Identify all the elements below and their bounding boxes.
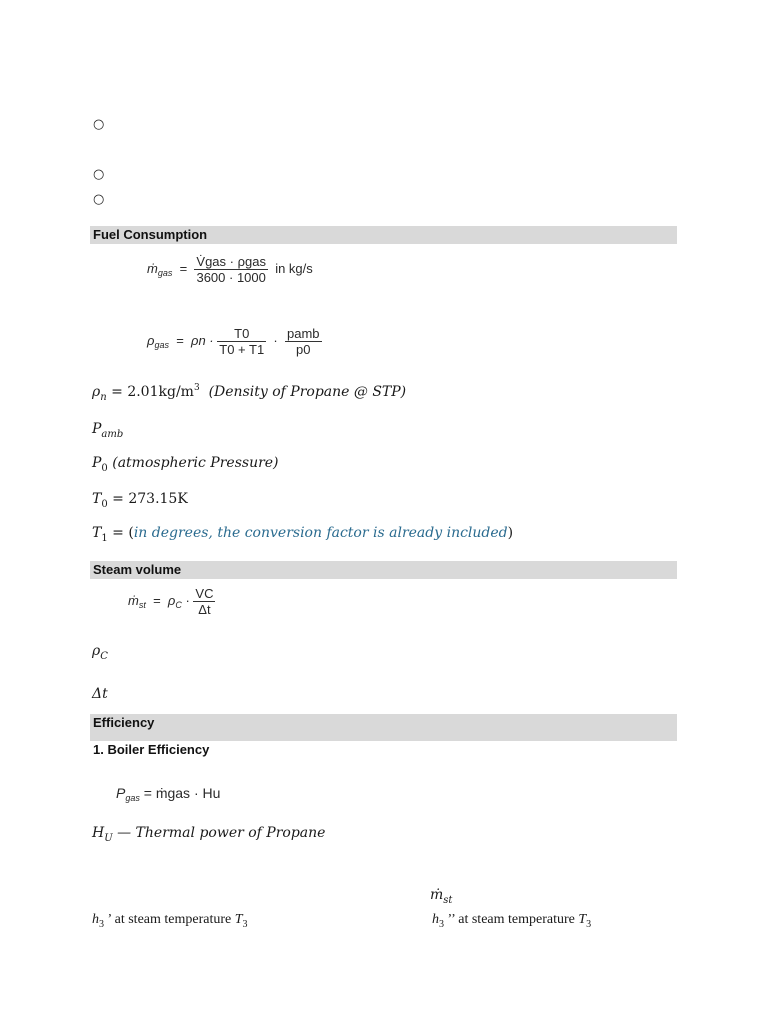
p0-definition: $P_0$ (atmospheric Pressure) [92, 455, 279, 474]
h3-prime-text: ’ at steam temperature [107, 912, 232, 927]
h3-prime-definition: $h_3$ ’ at steam temperature $T_3$ [92, 912, 248, 930]
section-heading-efficiency [90, 714, 677, 741]
steam-fraction [193, 586, 215, 617]
mgas-symbol: ṁ [147, 260, 158, 276]
rho-n-definition: $\rho_n = 2.01kg/m^3$ (Density of Propane @ STP) [92, 383, 407, 403]
mgas-numerator: V̇gas · ρgas [196, 254, 266, 269]
mass-flow-gas-formula: ṁ$_{gas}$ = $\frac{\text{V̇gas · ρgas}}{3600 \cdot 1000}$ in kg/s [147, 254, 313, 285]
mgas-denominator: 3600 · 1000 [196, 270, 266, 285]
t1-prefix: = ( [112, 525, 134, 541]
steam-numerator: VC [195, 586, 214, 601]
pressure-denominator: p0 [296, 342, 311, 357]
p-amb-symbol: $P_{amb}$ [92, 421, 124, 440]
temperature-numerator: T0 [217, 326, 266, 342]
pressure-numerator: pamb [286, 326, 320, 341]
t1-definition: $T_1 = (in$ degrees, the conversion factor is already included) [92, 525, 514, 544]
h3-double-prime-definition: $h_3$ ’’ at steam temperature $T_3$ [432, 912, 592, 930]
efficiency-heading-text: Efficiency [93, 715, 155, 730]
density-gas-formula: $\rho_{gas} = \rho n$ · $\frac{T0}{T0 + T1}$ · $\frac{\text{pamb}}{p0}$ [147, 326, 320, 357]
pressure-fraction [285, 326, 322, 357]
rho-n-note: (Density of Propane @ STP) [208, 384, 407, 400]
rho-c-symbol: $\rho_C$ [92, 643, 108, 662]
mgas-fraction [194, 254, 268, 285]
power-gas-rhs: = ṁgas · Hu [143, 785, 221, 801]
rho-gas-subscript: gas [154, 339, 169, 350]
steam-denominator: Δt [198, 602, 211, 617]
temperature-denominator: T0 + T1 [219, 342, 265, 357]
hu-definition: $H_U$ — Thermal power of Propane [92, 825, 326, 844]
mgas-subscript: gas [157, 267, 173, 278]
rho-c-subscript: C [100, 651, 108, 662]
mst-label: ṁ$_{st}$ [430, 887, 453, 906]
power-gas-formula: $P_{gas}$ = ṁgas · Hu [116, 785, 221, 803]
section-heading-steam-volume: Steam volume [90, 561, 677, 579]
list-bullet: ○ [93, 117, 105, 132]
t0-value: = 273.15K [112, 491, 188, 507]
t1-note: in degrees, the conversion factor is already included [133, 525, 508, 541]
p0-note: (atmospheric Pressure) [112, 455, 279, 471]
mst-subscript: st [443, 895, 453, 906]
rho-n-exponent: 3 [193, 383, 200, 393]
rho-gas-symbol: ρ [147, 332, 155, 348]
boiler-efficiency-heading: 1. Boiler Efficiency [93, 742, 210, 757]
mass-flow-steam-formula: ṁ$_{st}$ = $\rho_C$ · $\frac{VC}{\Delta t}$ [128, 586, 214, 617]
h3-double-prime-text: ’’ at steam temperature [447, 912, 575, 927]
temperature-fraction [217, 326, 266, 357]
rho-n-value: = 2.01kg/m [111, 384, 194, 400]
t1-suffix: ) [507, 525, 514, 541]
list-bullet: ○ [93, 167, 105, 182]
list-bullet: ○ [93, 192, 105, 207]
section-heading-fuel-consumption: Fuel Consumption [90, 226, 677, 244]
hu-description: — Thermal power of Propane [117, 825, 326, 841]
delta-t-symbol: Δt [92, 686, 108, 702]
p-amb-subscript: amb [101, 429, 124, 440]
t0-definition: $T_0 = 273.15K$ [92, 491, 188, 510]
mgas-unit: in kg/s [275, 260, 313, 276]
rho-n-factor: ρn · [191, 332, 214, 348]
